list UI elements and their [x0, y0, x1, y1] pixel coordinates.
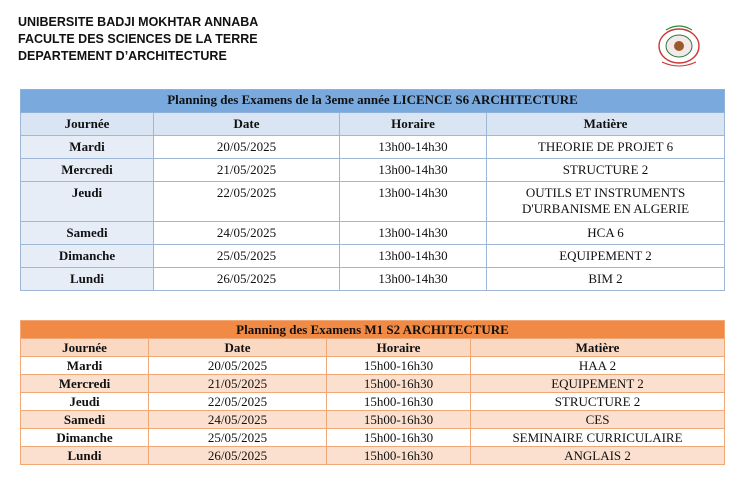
day-cell: Samedi	[21, 222, 154, 245]
table-row	[21, 357, 725, 375]
time-cell: 15h00-16h30	[327, 447, 471, 465]
date-cell: 24/05/2025	[149, 411, 327, 429]
date-cell: 25/05/2025	[154, 245, 340, 268]
subject-cell: EQUIPEMENT 2	[487, 245, 725, 268]
time-cell: 13h00-14h30	[340, 222, 487, 245]
subject-cell: HCA 6	[487, 222, 725, 245]
date-cell: 20/05/2025	[154, 136, 340, 159]
subject-cell: HAA 2	[471, 357, 725, 375]
faculty-name: FACULTE DES SCIENCES DE LA TERRE	[18, 32, 258, 46]
column-header-subject: Matière	[471, 339, 725, 357]
table-row	[21, 429, 725, 447]
table-row	[21, 136, 725, 159]
column-header-subject: Matière	[487, 113, 725, 136]
time-cell: 15h00-16h30	[327, 429, 471, 447]
table-title: Planning des Examens de la 3eme année LICENCE S6 ARCHITECTURE	[21, 90, 725, 113]
day-cell: Dimanche	[21, 429, 149, 447]
table-row	[21, 411, 725, 429]
table-row	[21, 222, 725, 245]
date-cell: 22/05/2025	[154, 182, 340, 222]
subject-cell: STRUCTURE 2	[471, 393, 725, 411]
subject-cell: EQUIPEMENT 2	[471, 375, 725, 393]
day-cell: Lundi	[21, 447, 149, 465]
time-cell: 13h00-14h30	[340, 182, 487, 222]
time-cell: 15h00-16h30	[327, 375, 471, 393]
date-cell: 21/05/2025	[154, 159, 340, 182]
column-header-time: Horaire	[340, 113, 487, 136]
date-cell: 26/05/2025	[149, 447, 327, 465]
time-cell: 13h00-14h30	[340, 268, 487, 291]
date-cell: 22/05/2025	[149, 393, 327, 411]
date-cell: 20/05/2025	[149, 357, 327, 375]
time-cell: 13h00-14h30	[340, 159, 487, 182]
table-row	[21, 268, 725, 291]
column-header-date: Date	[154, 113, 340, 136]
subject-cell: THEORIE DE PROJET 6	[487, 136, 725, 159]
table-row	[21, 245, 725, 268]
date-cell: 25/05/2025	[149, 429, 327, 447]
date-cell: 24/05/2025	[154, 222, 340, 245]
column-header-day: Journée	[21, 339, 149, 357]
licence-s6-exam-table	[20, 89, 725, 291]
table-row	[21, 182, 725, 222]
day-cell: Jeudi	[21, 182, 154, 222]
university-name: UNIBERSITE BADJI MOKHTAR ANNABA	[18, 15, 259, 29]
time-cell: 15h00-16h30	[327, 357, 471, 375]
time-cell: 15h00-16h30	[327, 393, 471, 411]
day-cell: Dimanche	[21, 245, 154, 268]
table-row	[21, 447, 725, 465]
column-header-date: Date	[149, 339, 327, 357]
subject-cell: SEMINAIRE CURRICULAIRE	[471, 429, 725, 447]
day-cell: Jeudi	[21, 393, 149, 411]
column-header-day: Journée	[21, 113, 154, 136]
department-name: DEPARTEMENT D’ARCHITECTURE	[18, 49, 227, 63]
subject-cell: STRUCTURE 2	[487, 159, 725, 182]
subject-cell: OUTILS ET INSTRUMENTS D'URBANISME EN ALGERIE	[487, 182, 725, 222]
day-cell: Mercredi	[21, 159, 154, 182]
date-cell: 26/05/2025	[154, 268, 340, 291]
table-title: Planning des Examens M1 S2 ARCHITECTURE	[21, 321, 725, 339]
day-cell: Samedi	[21, 411, 149, 429]
day-cell: Mercredi	[21, 375, 149, 393]
day-cell: Mardi	[21, 136, 154, 159]
date-cell: 21/05/2025	[149, 375, 327, 393]
university-logo	[644, 20, 714, 70]
time-cell: 13h00-14h30	[340, 245, 487, 268]
table-row	[21, 393, 725, 411]
day-cell: Lundi	[21, 268, 154, 291]
time-cell: 15h00-16h30	[327, 411, 471, 429]
day-cell: Mardi	[21, 357, 149, 375]
subject-cell: BIM 2	[487, 268, 725, 291]
m1-s2-exam-table	[20, 320, 725, 465]
subject-cell: CES	[471, 411, 725, 429]
table-row	[21, 375, 725, 393]
table-row	[21, 159, 725, 182]
institution-header	[18, 14, 258, 65]
time-cell: 13h00-14h30	[340, 136, 487, 159]
subject-cell: ANGLAIS 2	[471, 447, 725, 465]
column-header-time: Horaire	[327, 339, 471, 357]
